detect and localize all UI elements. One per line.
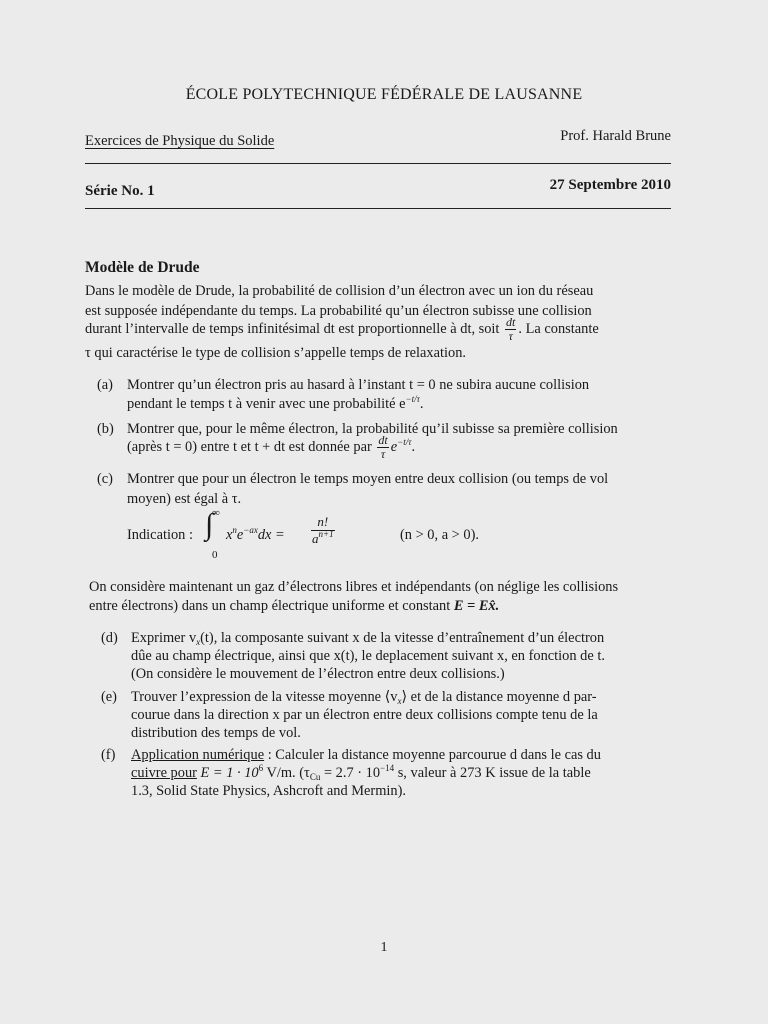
header-rule-top <box>85 163 671 164</box>
professor-name: Prof. Harald Brune <box>560 128 671 144</box>
intro-line-1: Dans le modèle de Drude, la probabilité de collision d’un électron avec un ion du réseau <box>85 283 594 299</box>
mid-line-2: entre électrons) dans un champ électrique uniforme et constant E = Ex̂. <box>89 598 500 614</box>
question-a: (a) Montrer qu’un électron pris au hasard à l’instant t = 0 ne subira aucune collision <box>97 377 590 393</box>
hint-condition: (n > 0, a > 0). <box>400 527 479 543</box>
question-c-line-2: moyen) est égal à τ. <box>127 491 242 507</box>
question-a-line-2: pendant le temps t à venir avec une probabilité $e^{-t/\tau}$. <box>127 394 424 412</box>
question-e-label: (e) <box>101 689 117 705</box>
section-title: Modèle de Drude <box>85 259 200 276</box>
question-c-label: (c) <box>97 471 113 487</box>
question-f-line-2: cuivre pour $E = 1 \cdot 10^6$ V/m. ($\tau_{Cu} = 2.7 \cdot 10^{-14}$ s, valeur à 273 K issue de la table <box>131 763 591 782</box>
page-number: 1 <box>380 940 388 955</box>
integral-lower-bound: 0 <box>212 549 218 561</box>
question-f-label: (f) <box>101 747 116 763</box>
question-d-line-3: (On considère le mouvement de l’électron entre deux collisions.) <box>131 666 505 682</box>
integral-sign: ∫ <box>205 508 214 541</box>
question-e: (e) Trouver l’expression de la vitesse moyenne $⟨v_x⟩$ et de la distance moyenne d par- <box>101 689 597 706</box>
serie-date: 27 Septembre 2010 <box>549 177 671 193</box>
intro-line-3-end: . La constante <box>518 320 599 337</box>
course-title: Exercices de Physique du Solide <box>85 133 275 149</box>
question-d: (d) Exprimer $v_x(t)$, la composante suivant x de la vitesse d’entraînement d’un électron <box>101 630 605 647</box>
question-b: (b) Montrer que, pour le même électron, la probabilité qu’il subisse sa première collision <box>97 421 618 437</box>
question-f-line-3: 1.3, Solid State Physics, Ashcroft and Mermin). <box>131 783 407 799</box>
header-rule-bottom <box>85 208 671 209</box>
question-a-label: (a) <box>97 377 113 393</box>
intro-line-2: est supposée indépendante du temps. La probabilité qu’un électron subisse une collision <box>85 303 592 319</box>
hint-fraction: $\frac{n!}{a^{n+1}}$ <box>312 514 334 546</box>
dt-over-tau-fraction: $\frac{dt}{\tau}$ <box>506 315 516 343</box>
serie-number: Série No. 1 <box>85 183 155 199</box>
intro-line-3-text: durant l’intervalle de temps infinitésimal dt est proportionnelle à dt, soit <box>85 320 500 337</box>
question-d-label: (d) <box>101 630 118 646</box>
intro-line-4: τ qui caractérise le type de collision s’appelle temps de relaxation. <box>85 345 466 361</box>
dt-over-tau-fraction-b: $\frac{dt}{\tau}$ <box>378 433 388 461</box>
question-b-line-2: (après t = 0) entre t et t + dt est donnée par $\frac{dt}{\tau}$ $e^{-t/\tau}$. <box>127 433 416 461</box>
integral-upper-bound: ∞ <box>212 507 220 519</box>
question-e-line-2: courue dans la direction x par un électron entre deux collisions compte tenu de la <box>131 707 598 723</box>
intro-line-3 <box>85 316 599 343</box>
question-d-line-2: dûe au champ électrique, ainsi que x(t), le deplacement suivant x, en fonction de t. <box>131 648 605 664</box>
question-f: (f) Application numérique : Calculer la distance moyenne parcourue d dans le cas du <box>101 747 601 763</box>
mid-line-1: On considère maintenant un gaz d’électrons libres et indépendants (on néglige les collisions <box>89 579 619 595</box>
question-b-label: (b) <box>97 421 114 437</box>
hint-label: Indication : <box>127 527 193 543</box>
question-e-line-3: distribution des temps de vol. <box>131 725 301 741</box>
hint-integrand: $x^ne^{-ax}dx$ = <box>226 525 285 543</box>
question-c: (c) Montrer que pour un électron le temps moyen entre deux collision (ou temps de vol <box>97 471 609 487</box>
university-name: ÉCOLE POLYTECHNIQUE FÉDÉRALE DE LAUSANNE <box>185 86 583 103</box>
